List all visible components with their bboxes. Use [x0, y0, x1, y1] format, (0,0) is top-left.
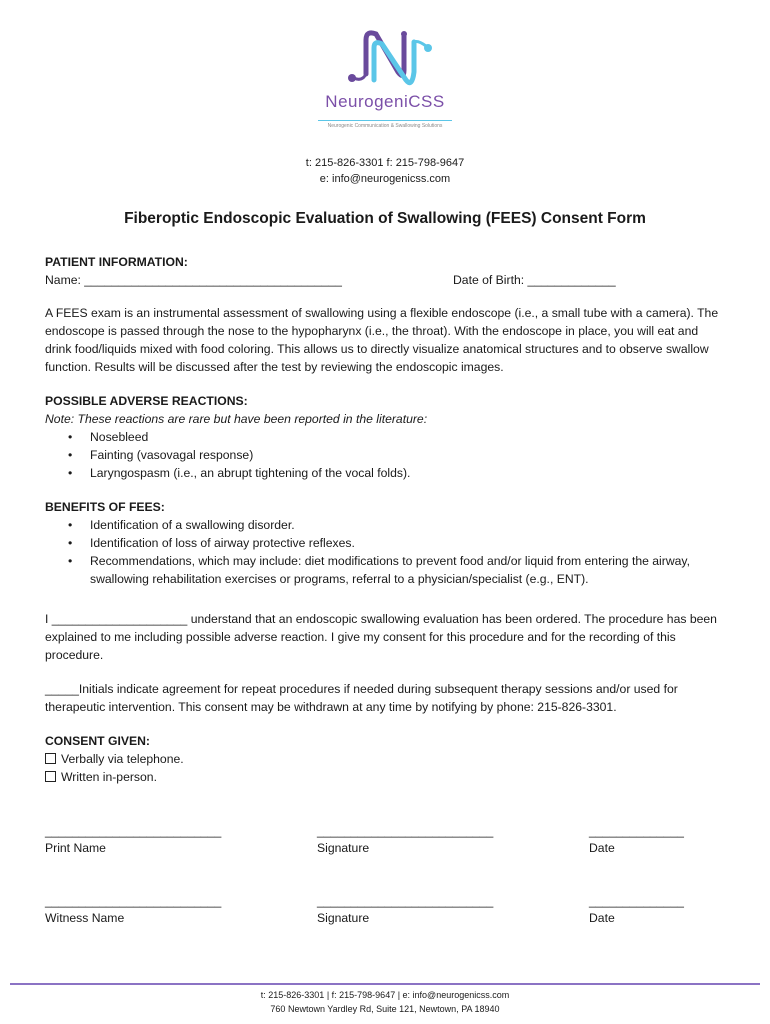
checkbox-icon[interactable] [45, 753, 56, 764]
form-title: Fiberoptic Endoscopic Evaluation of Swallowing (FEES) Consent Form [124, 210, 646, 227]
consent-option-verbal[interactable] [45, 750, 725, 768]
footer-address: 760 Newtown Yardley Rd, Suite 121, Newtown, PA 18940 [270, 1004, 500, 1014]
consent-statement: I ____________________ understand that an endoscopic swallowing evaluation has been ordered. The procedure has been explained to me including possible adverse reaction. I give my consent for this procedure and for the recording of this procedure. [45, 612, 717, 662]
header-email: e: info@neurogenicss.com [319, 173, 451, 185]
witness-signature-label: Signature [317, 911, 370, 925]
adverse-note: Note: These reactions are rare but have been reported in the literature: [45, 412, 428, 426]
logo-tagline: Neurogenic Communication & Swallowing Solutions [318, 120, 452, 129]
consent-option-label: Verbally via telephone. [61, 752, 184, 766]
footer-divider [10, 983, 760, 985]
header-phone: t: 215-826-3301 f: 215-798-9647 [305, 157, 465, 169]
adverse-heading: POSSIBLE ADVERSE REACTIONS: [45, 394, 248, 408]
witness-name-label: Witness Name [45, 911, 125, 925]
witness-date-line[interactable]: ______________ [589, 894, 684, 908]
neurogenicss-logo-icon [318, 22, 452, 132]
patient-info-heading: PATIENT INFORMATION: [45, 255, 188, 269]
logo-brand-name: NeurogeniCSS [325, 92, 445, 111]
consent-given-heading: CONSENT GIVEN: [45, 734, 150, 748]
list-item: • Identification of loss of airway protective reflexes. [45, 534, 695, 552]
print-name-line[interactable]: __________________________ [45, 824, 222, 838]
signature-label: Signature [317, 841, 370, 855]
witness-signature-line[interactable]: __________________________ [317, 894, 494, 908]
footer-contact: t: 215-826-3301 | f: 215-798-9647 | e: info@neurogenicss.com [260, 990, 510, 1000]
benefits-heading: BENEFITS OF FEES: [45, 500, 165, 514]
name-field[interactable]: Name: ______________________________________ [45, 273, 342, 287]
benefits-list [45, 516, 695, 588]
initials-statement: _____Initials indicate agreement for repeat procedures if needed during subsequent therapy sessions and/or used for therapeutic intervention. This consent may be withdrawn at any time by notifying by phone: 215-826-3301. [45, 682, 678, 714]
intro-paragraph: A FEES exam is an instrumental assessment of swallowing using a flexible endoscope (i.e., a small tube with a camera). The endoscope is passed through the nose to the hypopharynx (i.e., the throat). With the endoscope in place, you will eat and drink food/liquids mixed with food coloring. This allows us to directly visualize anatomical structures and to observe swallow function. Results will be discussed after the test by reviewing the endoscopic images. [45, 306, 719, 374]
adverse-list [45, 428, 725, 482]
list-item: • Identification of a swallowing disorder. [45, 516, 695, 534]
list-item: • Recommendations, which may include: diet modifications to prevent food and/or liquid from entering the airway, swallowing rehabilitation exercises or programs, referral to a physician/specialist (e.g., ENT). [45, 552, 695, 588]
consent-option-label: Written in-person. [61, 770, 157, 784]
checkbox-icon[interactable] [45, 771, 56, 782]
consent-option-written[interactable] [45, 768, 725, 786]
dob-field[interactable]: Date of Birth: _____________ [453, 273, 616, 287]
witness-name-line[interactable]: __________________________ [45, 894, 222, 908]
witness-date-label: Date [589, 911, 615, 925]
list-item: • Nosebleed [45, 428, 725, 446]
list-item: • Laryngospasm (i.e., an abrupt tightening of the vocal folds). [45, 464, 725, 482]
list-item: • Fainting (vasovagal response) [45, 446, 725, 464]
date-label: Date [589, 841, 615, 855]
signature-line[interactable]: __________________________ [317, 824, 494, 838]
print-name-label: Print Name [45, 841, 106, 855]
date-line[interactable]: ______________ [589, 824, 684, 838]
